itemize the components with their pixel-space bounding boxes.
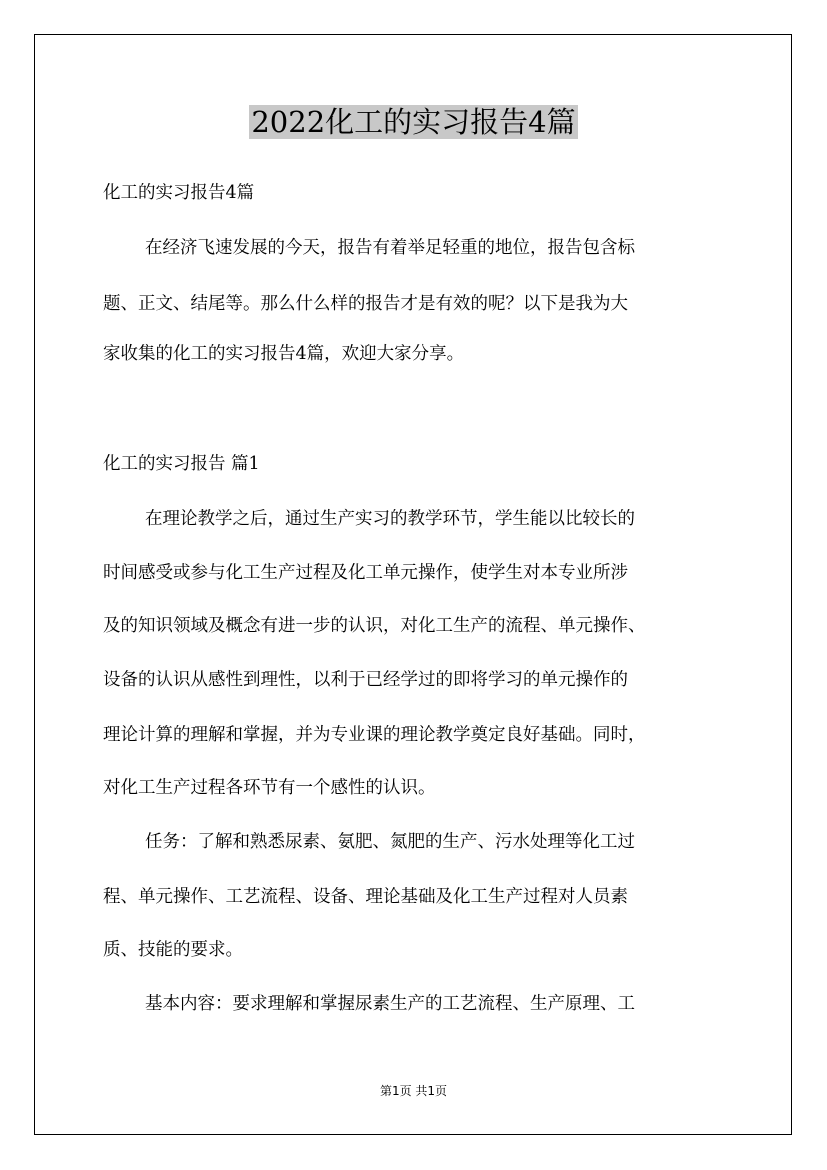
document-title: [0, 100, 827, 144]
section1-para1-line-2: 时间感受或参与化工生产过程及化工单元操作，使学生对本专业所涉: [103, 563, 628, 583]
section1-para1-line-1: 在理论教学之后，通过生产实习的教学环节，学生能以比较长的: [145, 509, 635, 529]
section1-para2-line-2: 程、单元操作、工艺流程、设备、理论基础及化工生产过程对人员素: [103, 887, 628, 907]
page-footer: 第1页 共1页: [379, 1084, 448, 1098]
intro-line-3: 家收集的化工的实习报告4篇，欢迎大家分享。: [103, 344, 465, 364]
section1-para3-line-1: 基本内容：要求理解和掌握尿素生产的工艺流程、生产原理、工: [145, 994, 635, 1014]
intro-line-2: 题、正文、结尾等。那么什么样的报告才是有效的呢？以下是我为大: [103, 294, 628, 314]
intro-line-1: 在经济飞速发展的今天，报告有着举足轻重的地位，报告包含标: [145, 238, 635, 258]
section1-para2-line-3: 质、技能的要求。: [103, 940, 243, 960]
section1-para1-line-5: 理论计算的理解和掌握，并为专业课的理论教学奠定良好基础。同时，: [103, 725, 646, 745]
section-heading: 化工的实习报告 篇1: [103, 454, 260, 474]
document-title-text: 2022化工的实习报告4篇: [251, 105, 576, 139]
section1-para1-line-4: 设备的认识从感性到理性，以利于已经学过的即将学习的单元操作的: [103, 670, 628, 690]
document-subtitle: 化工的实习报告4篇: [103, 183, 255, 203]
section1-para2-line-1: 任务：了解和熟悉尿素、氨肥、氮肥的生产、污水处理等化工过: [145, 832, 635, 852]
section1-para1-line-3: 及的知识领域及概念有进一步的认识，对化工生产的流程、单元操作、: [103, 616, 646, 636]
section1-para1-line-6: 对化工生产过程各环节有一个感性的认识。: [103, 778, 436, 798]
